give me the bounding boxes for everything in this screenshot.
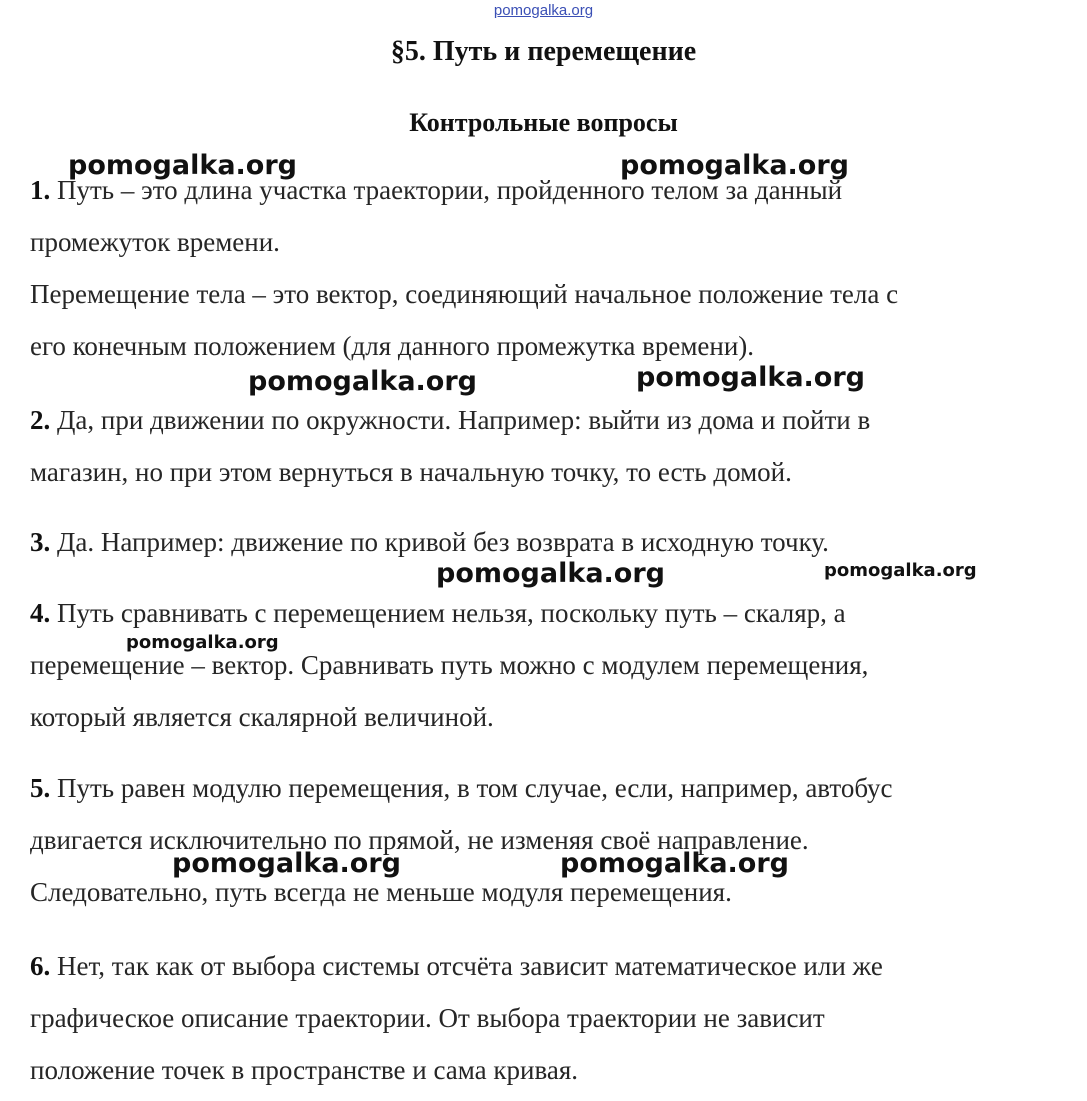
watermark: pomogalka.org bbox=[436, 558, 665, 589]
site-link[interactable]: pomogalka.org bbox=[493, 2, 594, 19]
answer-1-line-2: промежуток времени. bbox=[30, 227, 280, 257]
watermark: pomogalka.org bbox=[560, 848, 789, 879]
answer-4-line-2: перемещение – вектор. Сравнивать путь можно с модулем перемещения, bbox=[30, 650, 869, 680]
answer-1-line-3: Перемещение тела – это вектор, соединяющий начальное положение тела с bbox=[30, 279, 899, 309]
answer-1-line-1: 1. Путь – это длина участка траектории, пройденного телом за данный bbox=[30, 175, 843, 205]
answer-2-line-1: 2. Да, при движении по окружности. Например: выйти из дома и пойти в bbox=[30, 405, 871, 435]
answer-number: 3. bbox=[30, 527, 51, 557]
answer-5 bbox=[30, 762, 1050, 918]
page-title: §5. Путь и перемещение bbox=[390, 36, 697, 67]
answer-6-line-3: положение точек в пространстве и сама кривая. bbox=[30, 1055, 579, 1085]
watermark: pomogalka.org bbox=[126, 632, 279, 653]
answer-1-line-4: его конечным положением (для данного промежутка времени). bbox=[30, 331, 755, 361]
answer-3 bbox=[30, 516, 1050, 568]
answer-6-line-2: графическое описание траектории. От выбора траектории не зависит bbox=[30, 1003, 825, 1033]
answer-5-line-1: 5. Путь равен модулю перемещения, в том случае, если, например, автобус bbox=[30, 773, 893, 803]
watermark: pomogalka.org bbox=[620, 150, 849, 181]
answer-number: 4. bbox=[30, 598, 51, 628]
answer-2-line-2: магазин, но при этом вернуться в начальную точку, то есть домой. bbox=[30, 457, 792, 487]
answer-number: 5. bbox=[30, 773, 51, 803]
answer-number: 6. bbox=[30, 951, 51, 981]
answer-6-line-1: 6. Нет, так как от выбора системы отсчёта зависит математическое или же bbox=[30, 951, 883, 981]
answer-3-line-1: 3. Да. Например: движение по кривой без возврата в исходную точку. bbox=[30, 527, 829, 557]
answer-number: 2. bbox=[30, 405, 51, 435]
answer-5-line-2: двигается исключительно по прямой, не изменяя своё направление. bbox=[30, 825, 809, 855]
answer-4-line-3: который является скалярной величиной. bbox=[30, 702, 494, 732]
watermark: pomogalka.org bbox=[68, 150, 297, 181]
answer-5-line-3: Следовательно, путь всегда не меньше модуля перемещения. bbox=[30, 877, 732, 907]
answer-1 bbox=[30, 164, 1050, 372]
answer-4-line-1: 4. Путь сравнивать с перемещением нельзя, поскольку путь – скаляр, а bbox=[30, 598, 846, 628]
watermark: pomogalka.org bbox=[248, 366, 477, 397]
answer-6 bbox=[30, 940, 1050, 1096]
watermark: pomogalka.org bbox=[172, 848, 401, 879]
answer-2 bbox=[30, 394, 1050, 498]
section-title: Контрольные вопросы bbox=[409, 108, 678, 137]
answer-number: 1. bbox=[30, 175, 51, 205]
watermark: pomogalka.org bbox=[824, 560, 977, 581]
watermark: pomogalka.org bbox=[636, 362, 865, 393]
answer-4 bbox=[30, 587, 1050, 743]
